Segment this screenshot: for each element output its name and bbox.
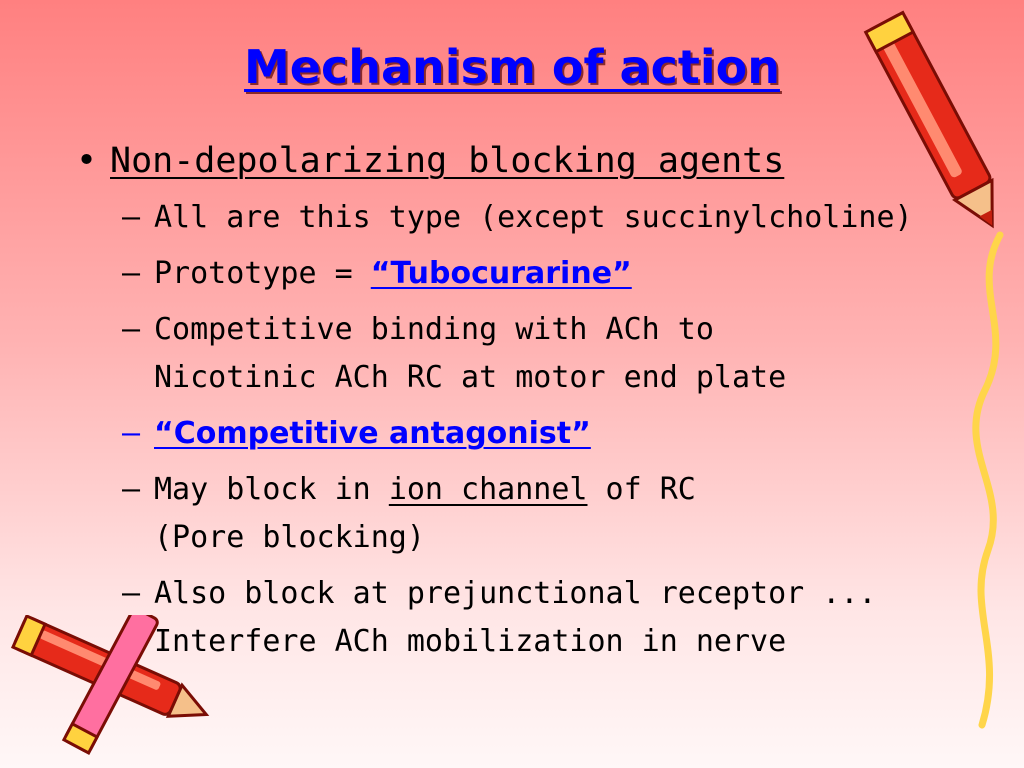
sub-bullet-item bbox=[72, 306, 972, 402]
tubocurarine-link[interactable]: “Tubocurarine” bbox=[370, 256, 632, 291]
sub-bullet-text-line2: (Pore blocking) bbox=[154, 520, 425, 555]
slide-content bbox=[72, 138, 972, 674]
sub-bullet-text: All are this type (except succinylcholine) bbox=[154, 200, 913, 235]
sub-bullet-item bbox=[72, 194, 972, 242]
dash-icon: – bbox=[122, 472, 141, 507]
competitive-antagonist-link[interactable]: “Competitive antagonist” bbox=[154, 416, 591, 451]
sub-bullet-text-line1: Competitive binding with ACh to bbox=[154, 312, 714, 347]
bullet-icon: • bbox=[76, 141, 98, 181]
sub-bullet-text: of RC bbox=[587, 472, 696, 507]
sub-bullet-item bbox=[72, 410, 972, 458]
ion-channel-text: ion channel bbox=[388, 472, 588, 507]
bullet-main bbox=[72, 138, 972, 184]
slide-title: Mechanism of action bbox=[244, 40, 780, 94]
sub-bullet-item bbox=[72, 466, 972, 562]
sub-bullet-text-line2: Nicotinic ACh RC at motor end plate bbox=[154, 360, 787, 395]
sub-bullet-text-line1: Also block at prejunctional receptor ... bbox=[154, 576, 877, 611]
sub-bullet-list bbox=[72, 194, 972, 666]
sub-bullet-text: May block in bbox=[154, 472, 389, 507]
dash-icon: – bbox=[122, 576, 141, 611]
dash-icon: – bbox=[122, 200, 141, 235]
sub-bullet-item bbox=[72, 250, 972, 298]
dash-icon: – bbox=[122, 312, 141, 347]
sub-bullet-item bbox=[72, 570, 972, 666]
dash-icon: – bbox=[122, 256, 141, 291]
sub-bullet-text-line2: Interfere ACh mobilization in nerve bbox=[154, 624, 787, 659]
dash-icon: – bbox=[122, 416, 141, 451]
bullet-main-text: Non-depolarizing blocking agents bbox=[110, 141, 785, 181]
sub-bullet-text: Prototype = bbox=[154, 256, 371, 291]
